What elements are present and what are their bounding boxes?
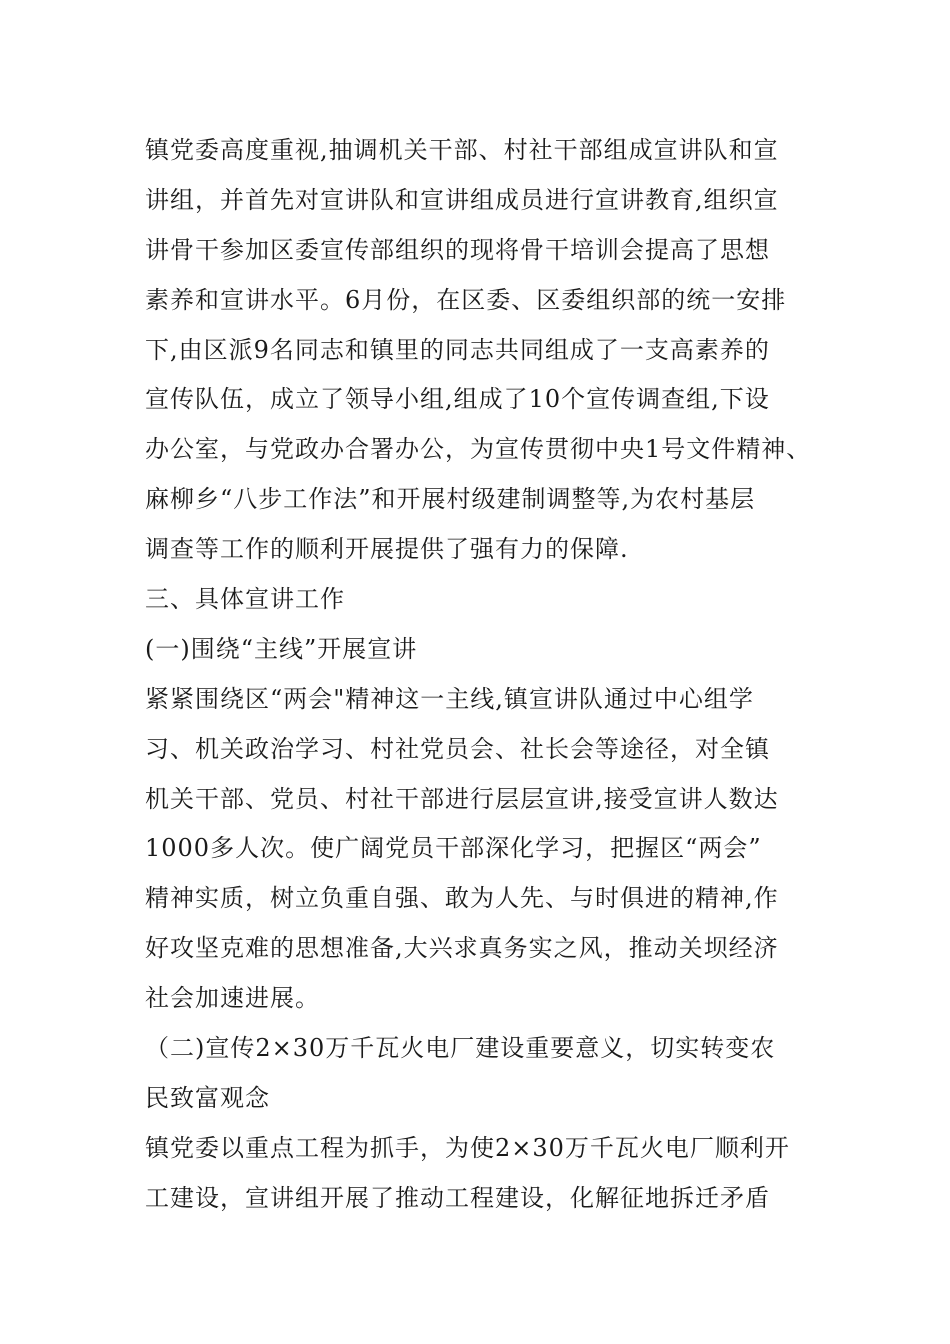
text-line-14: 机关干部、党员、村社干部进行层层宣讲,接受宣讲人数达: [145, 784, 779, 813]
text-line-8: 麻柳乡“八步工作法”和开展村级建制调整等,为农村基层: [145, 485, 756, 514]
text-line-2: 讲组，并首先对宣讲队和宣讲组成员进行宣讲教育,组织宣: [145, 185, 779, 214]
text-line-18: 社会加速进展。: [145, 984, 320, 1013]
text-line-17: 好攻坚克难的思想准备,大兴求真务实之风，推动关坝经济: [145, 934, 779, 963]
text-line-15: 1000多人次。使广阔党员干部深化学习，把握区“两会”: [145, 834, 762, 863]
text-line-3: 讲骨干参加区委宣传部组织的现将骨干培训会提高了思想: [145, 235, 770, 264]
text-line-21: 镇党委以重点工程为抓手，为使2×30万千瓦火电厂顺利开: [145, 1133, 790, 1162]
text-line-12: 紧紧围绕区“两会"精神这一主线,镇宣讲队通过中心组学: [145, 684, 754, 713]
subsection-heading-2-cont: 民致富观念: [145, 1083, 270, 1112]
subsection-heading-2: （二)宣传2×30万千瓦火电厂建设重要意义，切实转变农: [145, 1034, 776, 1063]
text-line-5: 下,由区派9名同志和镇里的同志共同组成了一支高素养的: [145, 335, 770, 364]
section-heading: 三、具体宣讲工作: [145, 585, 345, 614]
text-line-9: 调查等工作的顺利开展提供了强有力的保障.: [145, 535, 629, 564]
document-body: [145, 126, 845, 1224]
text-line-6: 宣传队伍，成立了领导小组,组成了10个宣传调查组,下设: [145, 385, 770, 414]
text-line-7: 办公室，与党政办合署办公，为宣传贯彻中央1号文件精神、: [145, 435, 812, 464]
text-line-13: 习、机关政治学习、村社党员会、社长会等途径，对全镇: [145, 734, 770, 763]
text-line-16: 精神实质，树立负重自强、敢为人先、与时俱进的精神,作: [145, 884, 779, 913]
text-line-4: 素养和宣讲水平。6月份，在区委、区委组织部的统一安排: [145, 285, 787, 314]
text-line-1: 镇党委高度重视,抽调机关干部、村社干部组成宣讲队和宣: [145, 136, 779, 164]
text-line-22: 工建设，宣讲组开展了推动工程建设，化解征地拆迁矛盾: [145, 1183, 770, 1212]
subsection-heading-1: (一)围绕“主线”开展宣讲: [145, 634, 418, 663]
